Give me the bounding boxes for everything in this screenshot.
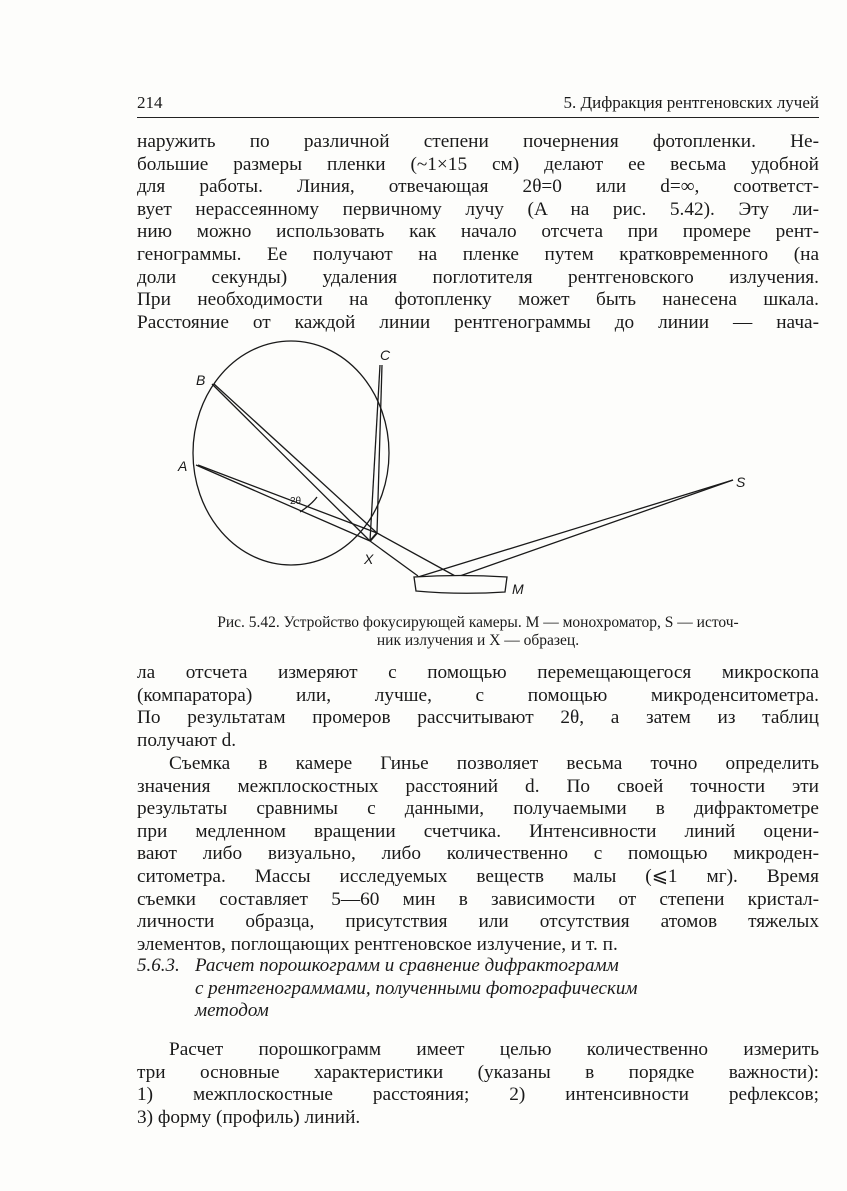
diffracted-beam-to-B	[212, 384, 370, 541]
section-heading	[137, 955, 819, 1023]
text-line: нию можно использовать как начало отсчета при промере рент-	[137, 221, 819, 243]
text-line: ситометра. Массы исследуемых веществ малы (⩽1 мг). Время	[137, 865, 819, 887]
caption-line: ник излучения и X — образец.	[376, 632, 580, 649]
figure-focusing-camera	[0, 330, 847, 610]
running-header	[137, 93, 819, 118]
text-line: съемки составляет 5—60 мин в зависимости от степени кристал-	[137, 888, 819, 910]
text-line: элементов, поглощающих рентгеновское излучение, и т. п.	[137, 933, 618, 955]
source-beam-edge	[418, 480, 733, 577]
label-M: M	[512, 581, 524, 597]
page-number: 214	[137, 93, 163, 112]
label-C: C	[380, 347, 391, 363]
text-line: При необходимости на фотопленку может быть нанесена шкала.	[137, 289, 819, 311]
direct-beam-to-A	[198, 465, 377, 533]
text-line: при медленном вращении счетчика. Интенсивности линий оцени-	[137, 820, 819, 842]
paragraph	[137, 1039, 819, 1129]
incident-beam-edge	[370, 541, 418, 576]
text-line: вают либо визуально, либо количественно с помощью микроден-	[137, 843, 819, 865]
text-line: 3) форму (профиль) линий.	[137, 1106, 361, 1128]
section-title-line: методом	[195, 1000, 269, 1021]
text-line: Расчет порошкограмм имеет целью количественно измерить	[169, 1039, 819, 1060]
paragraph	[137, 662, 819, 752]
paragraph	[137, 753, 819, 956]
text-line: три основные характеристики (указаны в порядке важности):	[137, 1061, 819, 1083]
text-line: получают d.	[137, 729, 237, 751]
text-line: вует нерассеянному первичному лучу (A на рис. 5.42). Эту ли-	[137, 198, 819, 220]
text-line: наружить по различной степени почернения фотопленки. Не-	[137, 131, 819, 152]
chapter-title: 5. Дифракция рентгеновских лучей	[563, 93, 819, 112]
label-X: X	[364, 551, 374, 567]
monochromator-crystal	[414, 576, 507, 594]
section-title-line: Расчет порошкограмм и сравнение дифрактограмм	[195, 955, 619, 976]
text-line: генограммы. Ее получают на пленке путем кратковременного (на	[137, 243, 819, 265]
text-line: большие размеры пленки (~1×15 см) делают ее весьма удобной	[137, 153, 819, 175]
label-two-theta: 2θ	[290, 496, 302, 507]
source-beam-edge	[457, 480, 733, 577]
label-B: B	[196, 372, 206, 388]
text-line: Съемка в камере Гинье позволяет весьма точно определить	[169, 753, 819, 774]
label-S: S	[736, 474, 746, 490]
diffracted-beam-to-C	[370, 365, 380, 541]
figure-caption	[137, 614, 819, 650]
text-line: По результатам промеров рассчитывают 2θ, а затем из таблиц	[137, 707, 819, 729]
section-number: 5.6.3.	[137, 955, 180, 976]
label-A: A	[178, 458, 188, 474]
text-line: значения межплоскостных расстояний d. По своей точности эти	[137, 775, 819, 797]
text-line: личности образца, присутствия или отсутствия атомов тяжелых	[137, 911, 819, 933]
section-title-line: с рентгенограммами, полученными фотографическим	[195, 977, 638, 999]
guinier-camera-diagram	[0, 330, 847, 610]
diffracted-beam-to-C	[377, 365, 382, 533]
paragraph-continuation	[137, 131, 819, 334]
text-line: ла отсчета измеряют с помощью перемещающегося микроскопа	[137, 662, 819, 683]
text-line: 1) межплоскостные расстояния; 2) интенсивности рефлексов;	[137, 1084, 819, 1106]
caption-line: Рис. 5.42. Устройство фокусирующей камеры. M — монохроматор, S — источ-	[217, 614, 739, 631]
text-line: доли секунды) удаления поглотителя рентгеновского излучения.	[137, 266, 819, 288]
diffracted-beam-to-B	[214, 384, 377, 533]
text-line: Расстояние от каждой линии рентгенограммы до линии — нача-	[137, 311, 819, 333]
text-line: для работы. Линия, отвечающая 2θ=0 или d=∞, соответст-	[137, 176, 819, 198]
sample-x	[370, 533, 377, 541]
text-line: (компаратора) или, лучше, с помощью микроденситометра.	[137, 684, 819, 706]
text-line: результаты сравнимы с данными, получаемыми в дифрактометре	[137, 798, 819, 820]
